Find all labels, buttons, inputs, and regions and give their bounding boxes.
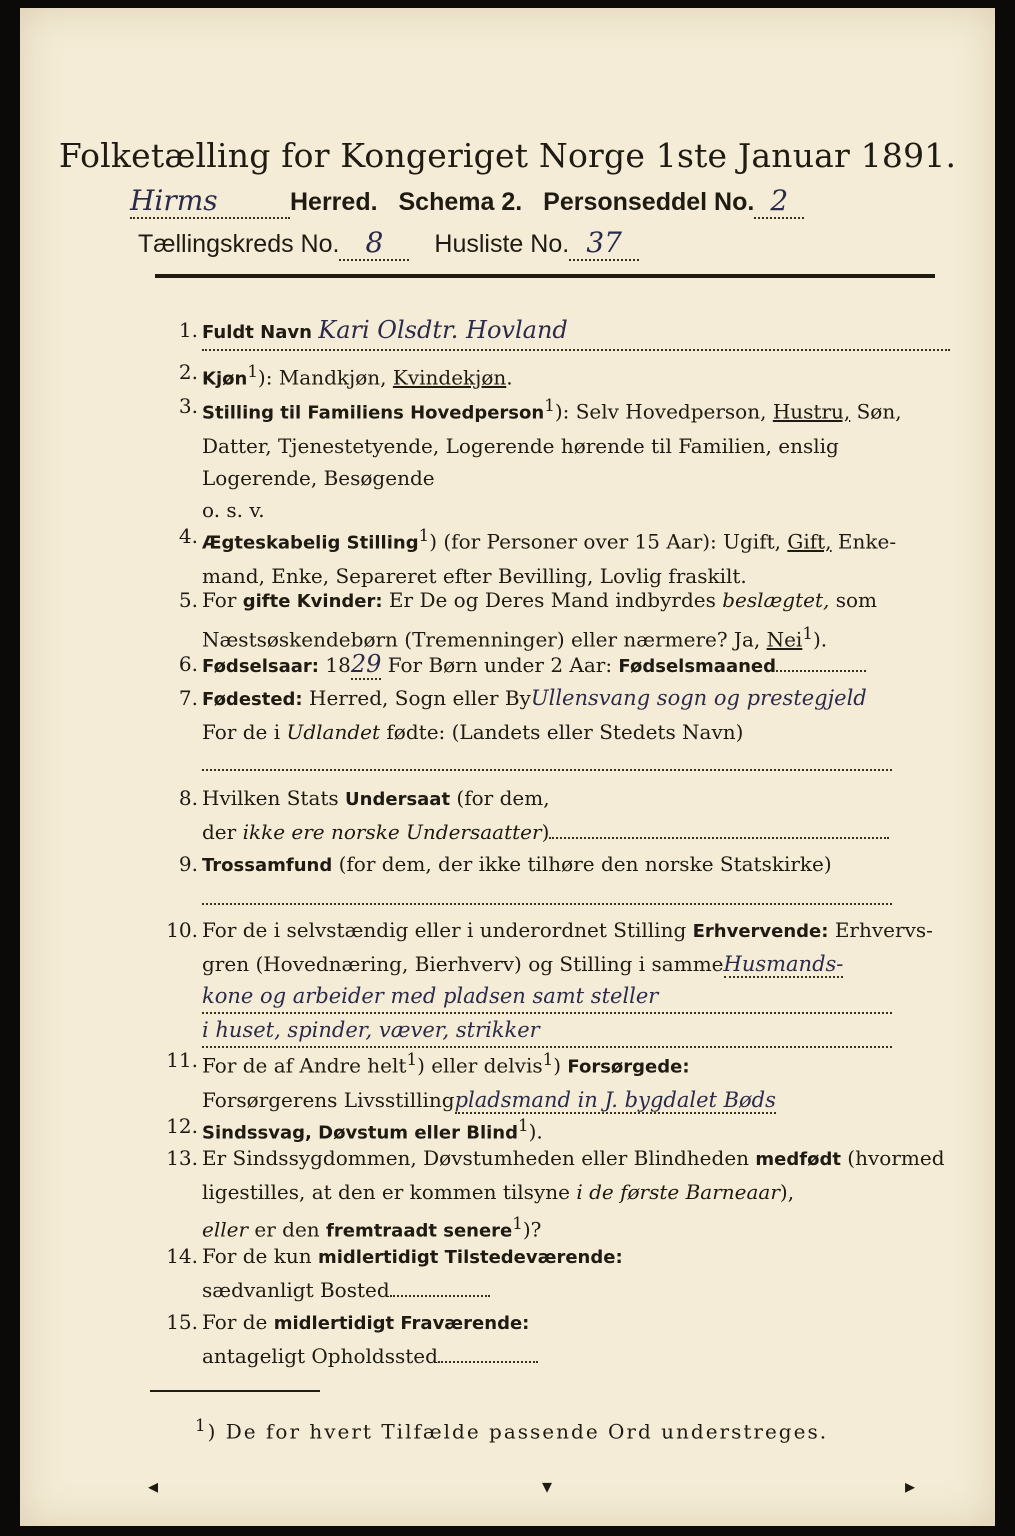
question-11: [150, 1044, 950, 1110]
question-label: Trossamfund: [202, 855, 333, 876]
question-10: [150, 914, 950, 1044]
question-text-italic: i de første Barneaar: [576, 1180, 780, 1204]
margin-mark-left: ◂: [148, 1474, 159, 1498]
question-text-part: For de i: [202, 720, 287, 744]
husliste-label: Husliste No.: [434, 230, 570, 258]
options-text: Logerende, Besøgende: [202, 465, 435, 490]
question-text-part: Hvilken Stats: [202, 786, 346, 810]
question-number: 2.: [178, 360, 198, 384]
birth-month-field: [776, 670, 866, 672]
question-text: [202, 1306, 950, 1372]
footnote-ref: 1: [517, 1116, 529, 1135]
question-text-part: (hvormed: [840, 1146, 945, 1170]
herred-value: Hirms: [130, 184, 218, 217]
personseddel-field: [754, 184, 804, 219]
selected-option: Gift,: [787, 529, 832, 554]
footnote-text: ) De for hvert Tilfælde passende Ord understreges.: [207, 1419, 829, 1444]
question-5: [150, 584, 950, 650]
options-text: mand, Enke, Separeret efter Bevilling, Lovlig fraskilt.: [202, 563, 747, 588]
occupation-answer-1: Husmands-: [723, 952, 844, 976]
name-answer: Kari Olsdtr. Hovland: [318, 316, 568, 344]
footnote-ref: 1: [247, 362, 258, 381]
occupation-answer-3: i huset, spinder, væver, strikker: [202, 1014, 892, 1048]
question-number: 10.: [166, 918, 198, 942]
question-number: 15.: [166, 1310, 198, 1334]
husliste-field: [569, 226, 639, 261]
options-text: ) (for Personer over 15 Aar): Ugift,: [429, 529, 788, 554]
birth-year-answer: 29: [350, 650, 382, 678]
footnote-ref: 1: [195, 1416, 208, 1435]
selected-option: Nei: [766, 627, 803, 652]
question-text-part: fødte: (Landets eller Stedets Navn): [380, 720, 744, 744]
question-text-part: Er De og Deres Mand indbyrdes: [382, 588, 723, 612]
question-label: medfødt: [755, 1149, 841, 1170]
question-text: [202, 314, 950, 351]
question-8: [150, 782, 950, 848]
year-prefix: 18: [319, 653, 351, 677]
question-text-part: der: [202, 820, 243, 844]
question-text-part: For Børn under 2 Aar:: [381, 653, 619, 677]
question-label: Stilling til Familiens Hovedperson: [202, 402, 545, 424]
question-text: [202, 520, 950, 592]
question-text: [202, 1142, 950, 1248]
question-text-part: Herred, Sogn eller By: [302, 686, 531, 710]
question-text-part: Forsørgerens Livsstilling: [202, 1087, 455, 1112]
question-text-part: sædvanligt Bosted: [202, 1278, 390, 1302]
kreds-value: 8: [365, 226, 384, 259]
footnote-ref: 1: [418, 526, 430, 545]
question-14: [150, 1240, 950, 1306]
question-number: 6.: [178, 652, 198, 676]
question-text-part: ): [553, 1053, 568, 1078]
schema-label: Schema 2.: [398, 188, 523, 216]
header-divider: [155, 274, 935, 278]
question-label: Undersaat: [345, 789, 451, 810]
question-number: 5.: [178, 588, 198, 612]
foreign-birthplace-field: [202, 749, 892, 771]
options-text: Næstsøskendebørn (Tremenninger) eller nærmere? Ja,: [202, 627, 767, 652]
question-label: Fødselsaar:: [202, 656, 319, 677]
question-label: Ægteskabelig Stilling: [202, 532, 419, 554]
question-number: 13.: [166, 1146, 198, 1170]
question-text-part: For: [202, 588, 243, 612]
options-text: ): Selv Hovedperson,: [554, 399, 773, 424]
options-text: Enke-: [831, 529, 897, 554]
question-text-part: (for dem,: [450, 786, 550, 810]
religion-field: [202, 885, 892, 905]
kreds-field: [339, 226, 409, 261]
question-label: Kjøn: [202, 368, 248, 390]
punctuation: ).: [528, 1119, 543, 1144]
question-6: [150, 648, 950, 682]
question-text-part: gren (Hovednæring, Bierhverv) og Stilling i samme: [202, 952, 724, 976]
question-4: [150, 520, 950, 586]
citizenship-field: [549, 837, 889, 839]
kreds-label: Tællingskreds No.: [138, 230, 340, 258]
question-label: Erhvervende:: [692, 921, 829, 942]
residence-field: [390, 1295, 490, 1297]
question-text-part: Erhvervs-: [828, 918, 933, 942]
question-3: [150, 390, 950, 520]
question-text-part: (for dem, der ikke tilhøre den norske Statskirke): [332, 852, 832, 876]
punctuation: )?: [522, 1217, 542, 1242]
census-form: [20, 8, 995, 1526]
options-text: o. s. v.: [202, 497, 265, 522]
footnote-ref: 1: [512, 1214, 523, 1233]
question-text-part: ligestilles, at den er kommen tilsyne: [202, 1180, 577, 1204]
question-text-part: For de i selvstændig eller i underordnet Stilling: [202, 918, 693, 942]
question-number: 14.: [166, 1244, 198, 1268]
kreds-line: [130, 226, 960, 266]
question-label: midlertidigt Fraværende:: [273, 1313, 530, 1334]
question-label: Forsørgede:: [567, 1056, 690, 1078]
footnote-ref: 1: [542, 1050, 554, 1069]
question-text-italic: ikke ere norske Undersaatter: [242, 820, 542, 844]
question-label: Fuldt Navn: [202, 322, 312, 343]
provider-answer: pladsmand in J. bygdalet Bøds: [454, 1087, 776, 1112]
margin-mark-center: ▾: [542, 1474, 553, 1498]
options-text: ): Mandkjøn,: [257, 365, 393, 390]
question-text: [202, 584, 950, 656]
question-text: [202, 848, 950, 914]
question-number: 12.: [166, 1114, 198, 1138]
question-text-italic: beslægtet,: [722, 588, 830, 612]
question-number: 1.: [178, 318, 198, 342]
footnote: [195, 1416, 828, 1444]
options-text: Datter, Tjenestetyende, Logerende hørende til Familien, enslig: [202, 433, 839, 458]
question-text: [202, 1044, 950, 1116]
question-12: [150, 1110, 950, 1144]
whereabouts-field: [438, 1361, 538, 1363]
question-13: [150, 1142, 950, 1240]
footnote-ref: 1: [406, 1050, 418, 1069]
question-9: [150, 848, 950, 908]
question-text: [202, 782, 950, 848]
question-label: Fødested:: [202, 689, 303, 710]
birthplace-answer: Ullensvang sogn og prestegjeld: [530, 686, 867, 710]
question-number: 11.: [166, 1048, 198, 1072]
question-7: [150, 682, 950, 786]
husliste-value: 37: [586, 226, 622, 259]
question-2: [150, 356, 950, 388]
selected-option: Kvindekjøn: [392, 365, 507, 390]
question-text: [202, 1240, 950, 1306]
question-label: Fødselsmaaned: [618, 656, 777, 677]
question-text-part: Er Sindssygdommen, Døvstumheden eller Blindheden: [202, 1146, 756, 1170]
question-text: [202, 914, 950, 1048]
margin-mark-right: ▸: [905, 1474, 916, 1498]
question-number: 4.: [178, 524, 198, 548]
personseddel-label: Personseddel No.: [543, 188, 755, 216]
herred-field: [130, 184, 290, 219]
question-number: 8.: [178, 786, 198, 810]
question-text-part: antageligt Opholdssted: [202, 1344, 438, 1368]
question-number: 7.: [178, 686, 198, 710]
question-text-part: ) eller delvis: [417, 1053, 543, 1078]
question-label: gifte Kvinder:: [242, 591, 383, 612]
question-text-italic: eller: [202, 1217, 249, 1242]
question-text: [202, 390, 950, 526]
question-label: midlertidigt Tilstedeværende:: [317, 1247, 623, 1268]
footnote-ref: 1: [544, 396, 555, 415]
question-text-part: som: [829, 588, 878, 612]
question-text-italic: Udlandet: [286, 720, 381, 744]
question-15: [150, 1306, 950, 1372]
footnote-ref: 1: [802, 624, 813, 643]
question-number: 9.: [178, 852, 198, 876]
personseddel-value: 2: [770, 184, 789, 217]
question-text: [202, 648, 950, 683]
punctuation: ).: [812, 627, 828, 652]
question-1: [150, 314, 950, 354]
question-label: fremtraadt senere: [326, 1220, 513, 1242]
selected-option: Hustru,: [772, 399, 851, 424]
question-text-part: ): [541, 820, 550, 844]
punctuation: .: [506, 365, 513, 390]
question-text-part: er den: [248, 1217, 327, 1242]
herred-line: [130, 184, 960, 224]
question-text-part: For de kun: [202, 1244, 318, 1268]
question-text-part: For de: [202, 1310, 274, 1334]
question-text: [202, 682, 950, 780]
herred-label: Herred.: [290, 188, 378, 216]
footnote-divider: [150, 1390, 320, 1392]
question-label: Sindssvag, Døvstum eller Blind: [202, 1122, 518, 1144]
question-text-part: For de af Andre helt: [202, 1053, 407, 1078]
question-text-part: ),: [779, 1180, 795, 1204]
options-text: Søn,: [850, 399, 902, 424]
form-title: Folketælling for Kongeriget Norge 1ste Januar 1891.: [58, 136, 957, 175]
question-number: 3.: [178, 394, 198, 418]
occupation-answer-2: kone og arbeider med pladsen samt steller: [202, 980, 892, 1014]
